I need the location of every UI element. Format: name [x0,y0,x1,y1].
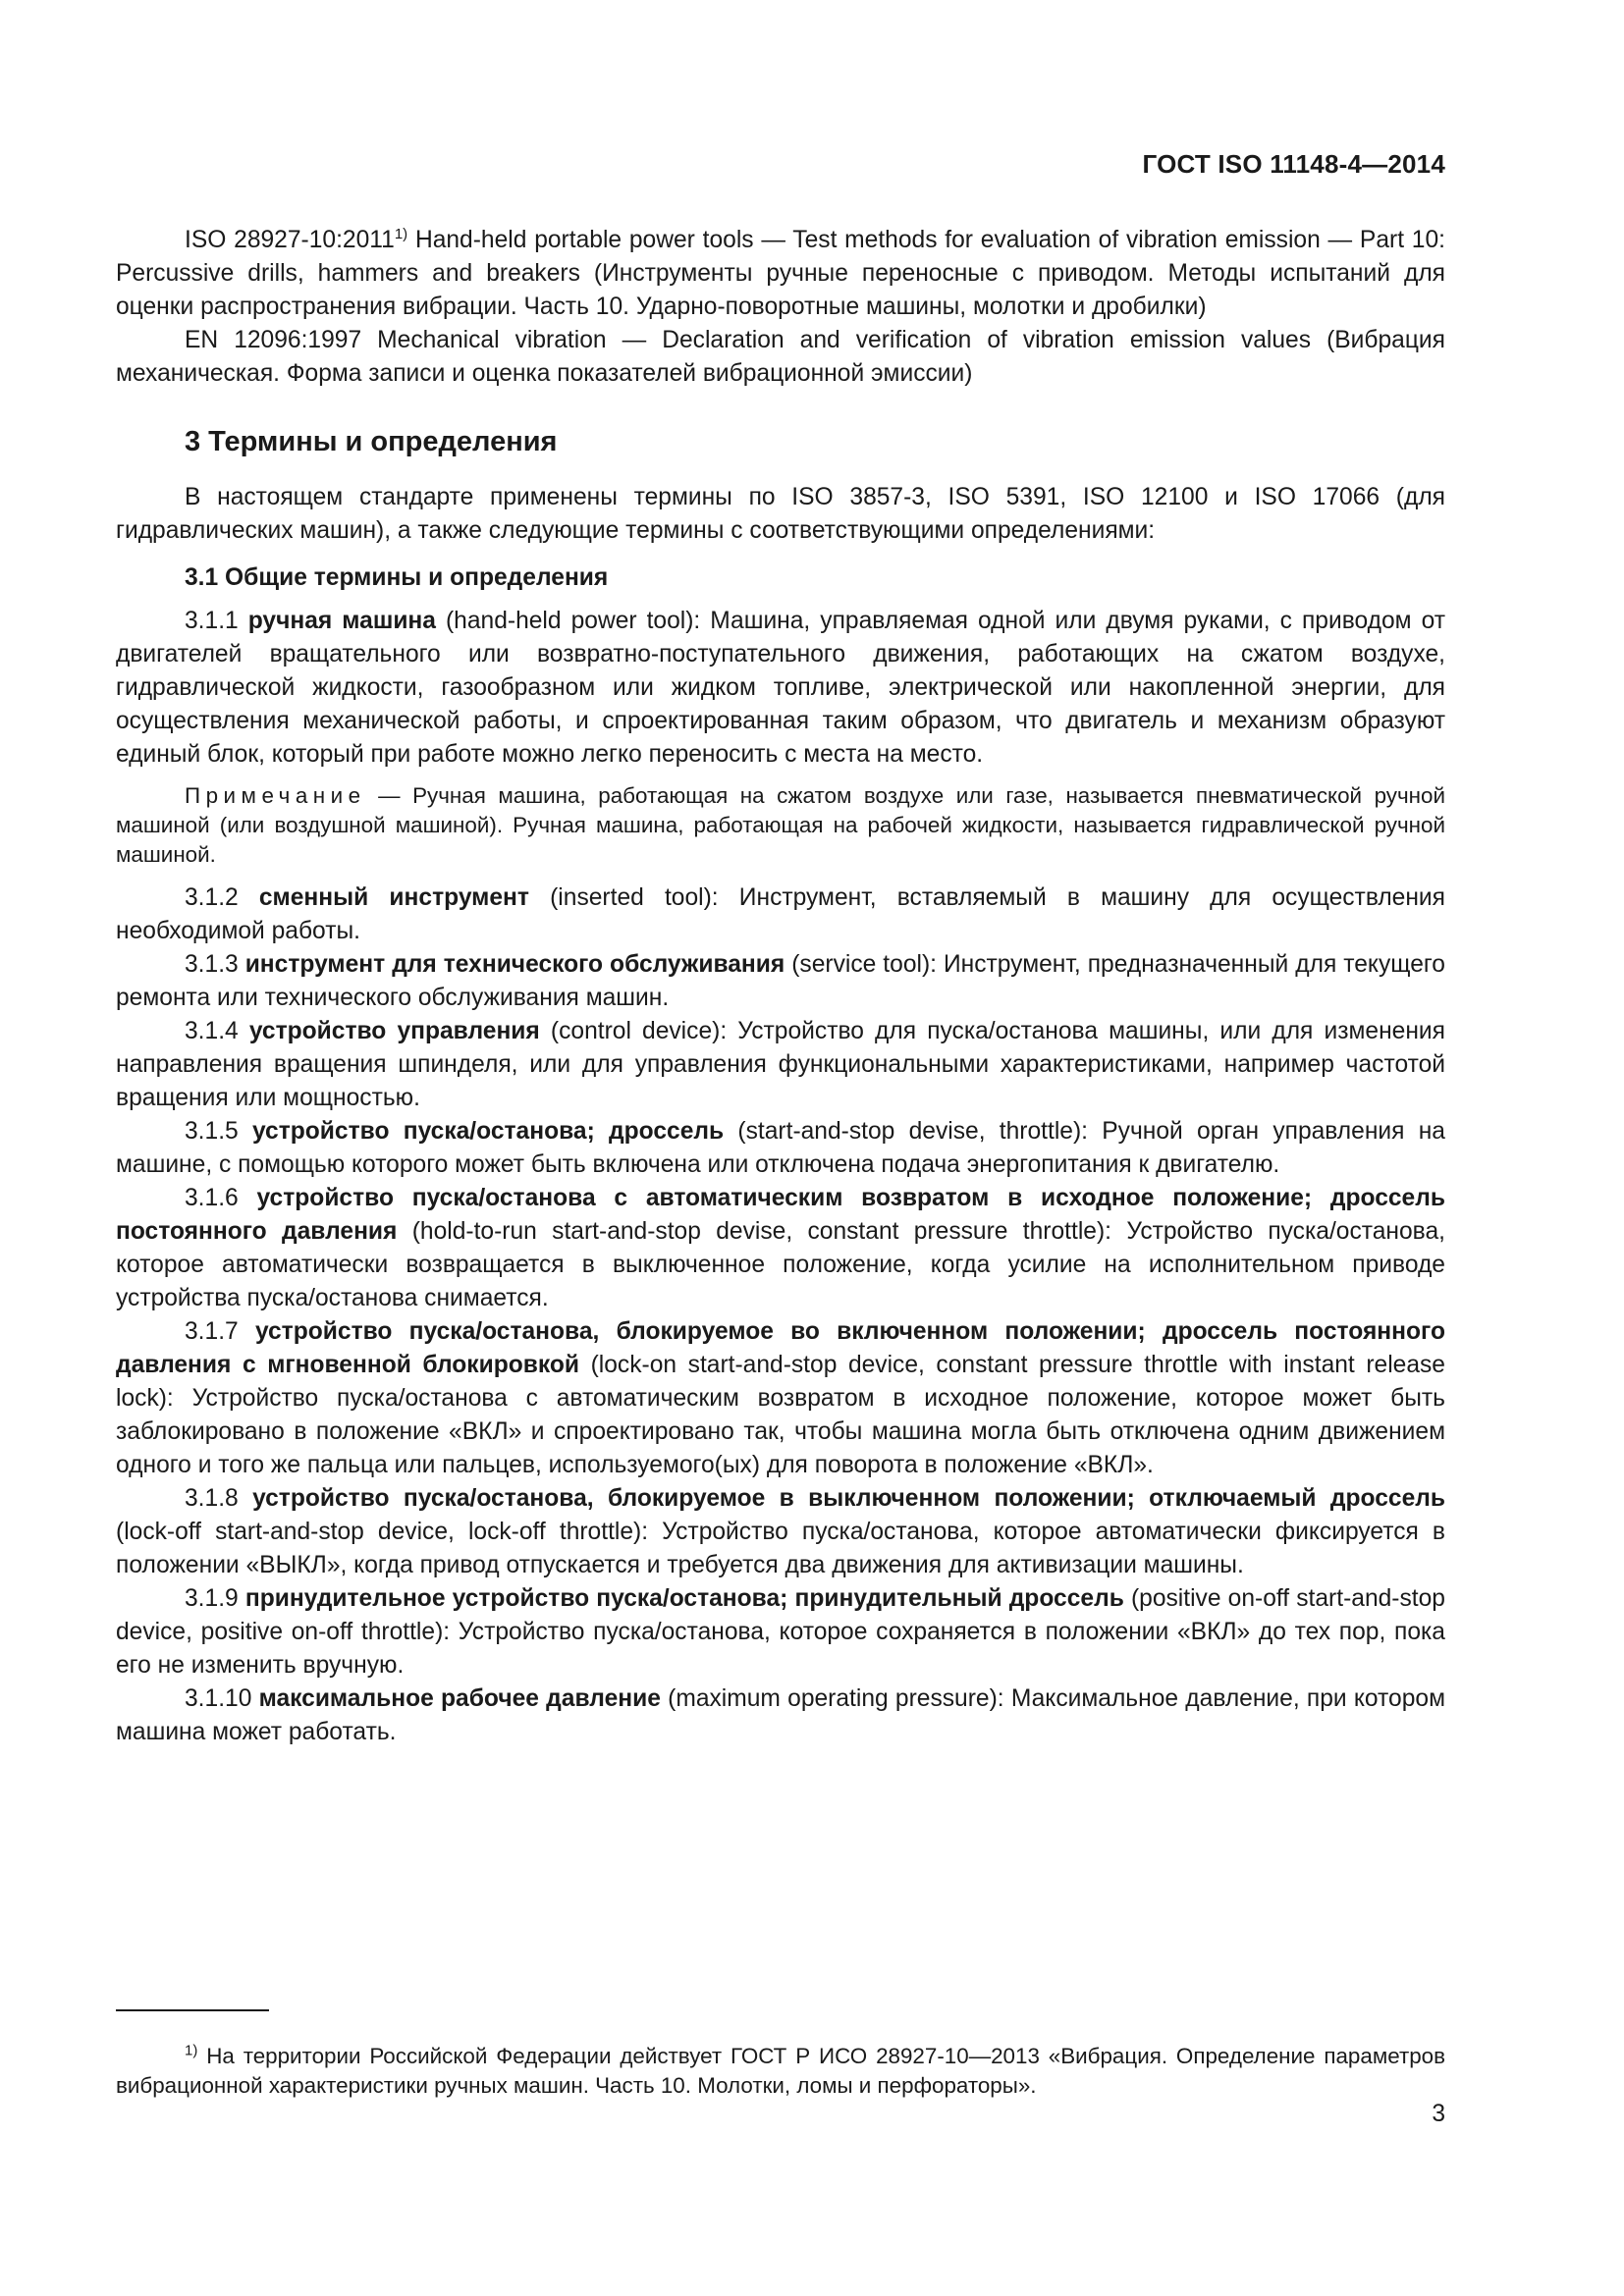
note-label: Примечание [185,783,366,808]
term-name: инструмент для технического обслуживания [244,951,785,978]
footnote-marker: 1) [394,225,408,242]
term-definition [116,1315,1445,1482]
reference-code: ISO 28927-10:2011 [185,227,395,253]
footnote-text: На территории Российской Федерации действует ГОСТ Р ИСО 28927-10—2013 «Вибрация. Определение параметров вибрационной характеристики ручных машин. Часть 10. Молотки, ломы и перфораторы». [116,2044,1445,2099]
term-number: 3.1.3 [185,951,245,978]
document-page [116,0,1445,2296]
term-number: 3.1.7 [185,1318,255,1345]
reference-iso-28927 [116,224,1445,324]
note [116,781,1445,870]
term-def: (start-and-stop devise, throttle): Ручной орган управления на машине, с помощью которого может быть включена или отключена подача энергопитания к двигателю. [116,1118,1445,1178]
note-text: — Ручная машина, работающая на сжатом воздухе или газе, называется пневматической ручной машиной (или воздушной машиной). Ручная машина, работающая на рабочей жидкости, называется гидравлической ручной машиной. [116,783,1445,867]
term-name: устройство управления [248,1018,540,1044]
term-definition [116,1182,1445,1315]
term-name: устройство пуска/останова, блокируемое в выключенном положении; отключаемый дроссель [252,1485,1445,1512]
document-code-header: ГОСТ ISO 11148-4—2014 [1142,149,1445,179]
term-def: (positive on-off start-and-stop device, positive on-off throttle): Устройство пуска/останова, которое сохраняется в положении «ВКЛ» до тех пор, пока его не изменить вручную. [116,1585,1445,1679]
document-body [116,224,1445,1749]
term-name: сменный инструмент [258,884,529,911]
term-number: 3.1.10 [185,1685,259,1712]
term-definition [116,881,1445,948]
term-def: (hold-to-run start-and-stop devise, constant pressure throttle): Устройство пуска/останова, которое автоматически возвращается в выключенное положение, когда усилие на исполнительном приводе устройства пуска/останова снимается. [116,1218,1445,1311]
term-name: максимальное рабочее давление [258,1685,661,1712]
term-definition [116,1482,1445,1582]
term-def: (lock-on start-and-stop device, constant pressure throttle with instant release lock): Устройство пуска/останова с автоматическим возвратом в исходное положение, которое может быть заблокировано в положение «ВКЛ» и спроектировано так, чтобы машина могла быть отключена одним движением одного и того же пальца или пальцев, используемого(ых) для поворота в положение «ВКЛ». [116,1352,1445,1478]
term-name: ручная машина [247,608,436,634]
term-number: 3.1.6 [185,1185,257,1211]
term-definition [116,1115,1445,1182]
term-def: (control device): Устройство для пуска/останова машины, или для изменения направления вращения шпинделя, или для управления функциональными характеристиками, например частотой вращения или мощностью. [116,1018,1445,1111]
term-definition [116,605,1445,772]
term-definition [116,1582,1445,1682]
term-def: (lock-off start-and-stop device, lock-off throttle): Устройство пуска/останова, которое автоматически фиксируется в положении «ВЫКЛ», когда привод отпускается и требуется два движения для активизации машины. [116,1519,1445,1578]
term-def: (inserted tool): Инструмент, вставляемый в машину для осуществления необходимой работы. [116,884,1445,944]
term-name: устройство пуска/останова; дроссель [251,1118,725,1145]
term-def: (hand-held power tool): Машина, управляемая одной или двумя руками, с приводом от двигателей вращательного или возвратно-поступательного движения, работающих на сжатом воздухе, гидравлической жидкости, газообразном или жидком топливе, электрической или накопленной энергии, для осуществления механической работы, и спроектированная таким образом, что двигатель и механизм образуют единый блок, который при работе можно легко переносить с места на место. [116,608,1445,768]
term-number: 3.1.1 [185,608,248,634]
term-def: (service tool): Инструмент, предназначенный для текущего ремонта или технического обслуживания машин. [116,951,1445,1011]
footnote-marker: 1) [185,2042,198,2059]
page-number: 3 [1432,2101,1445,2127]
term-definition [116,1015,1445,1115]
reference-text: Hand-held portable power tools — Test methods for evaluation of vibration emission — Part 10: Percussive drills, hammers and breakers (Инструменты ручные переносные с приводом. Методы испытаний для оценки распространения вибрации. Часть 10. Ударно-поворотные машины, молотки и дробилки) [116,227,1446,320]
reference-en-12096: EN 12096:1997 Mechanical vibration — Declaration and verification of vibration emission values (Вибрация механическая. Форма записи и оценка показателей вибрационной эмиссии) [116,327,1445,387]
term-definition [116,948,1445,1015]
term-name: принудительное устройство пуска/останова; принудительный дроссель [244,1585,1124,1612]
subsection-title: 3.1 Общие термины и определения [185,564,609,591]
section-intro: В настоящем стандарте применены термины по ISO 3857-3, ISO 5391, ISO 12100 и ISO 17066 (для гидравлических машин), а также следующие термины с соответствующими определениями: [116,484,1445,544]
term-number: 3.1.9 [185,1585,245,1612]
section-title: 3 Термины и определения [185,426,558,457]
term-def: (maximum operating pressure): Максимальное давление, при котором машина может работать. [116,1685,1445,1745]
term-definition [116,1682,1445,1749]
term-number: 3.1.5 [185,1118,252,1145]
term-number: 3.1.2 [185,884,259,911]
footnote [116,2042,1445,2101]
term-number: 3.1.4 [185,1018,249,1044]
term-name: устройство пуска/останова с автоматическим возвратом в исходное положение; дроссель постоянного давления [116,1185,1445,1245]
term-number: 3.1.8 [185,1485,253,1512]
footnote-separator [116,2009,269,2011]
term-name: устройство пуска/останова, блокируемое во включенном положении; дроссель постоянного давления с мгновенной блокировкой [116,1318,1445,1378]
